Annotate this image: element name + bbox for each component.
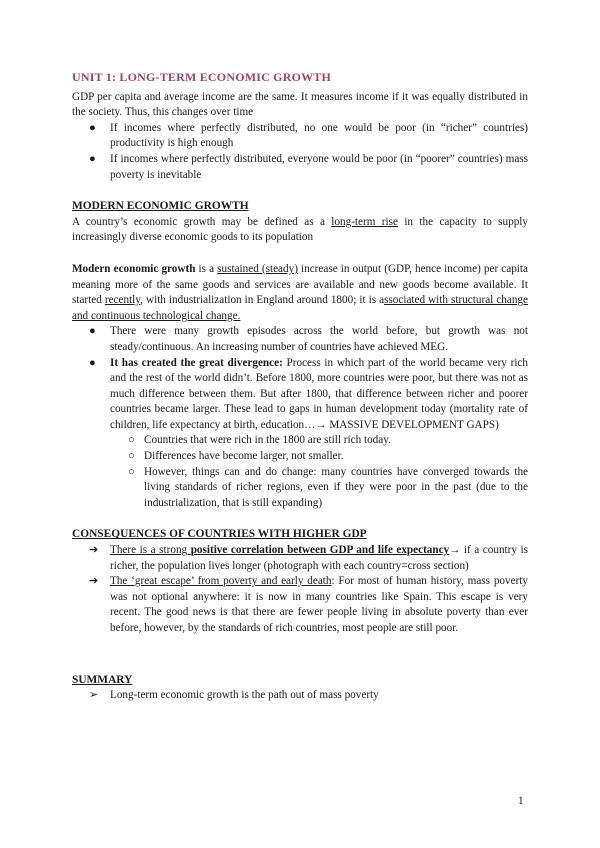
intro-bullet-list	[72, 121, 528, 183]
bullet-dot-icon: ●	[89, 152, 96, 165]
bullet-circle-icon: ○	[128, 450, 135, 463]
consequences-list	[72, 543, 528, 637]
unit-title: UNIT 1: LONG-TERM ECONOMIC GROWTH	[72, 70, 332, 84]
list-item: ➔ The ‘great escape’ from poverty and early death: For most of human history, mass poverty was not optional anywhere: it is now in many countries like Spain. This escape is very recent. The good news is that there are fewer people living in absolute poverty than ever before, however, by the standards of rich countries, most people are still poor.	[89, 575, 528, 634]
list-item: ➢ Long-term economic growth is the path out of mass poverty	[72, 688, 528, 704]
page-number: 1	[518, 795, 524, 807]
bullet-circle-icon: ○	[128, 465, 135, 478]
list-item: ○ Countries that were rich in the 1800 are still rich today.	[72, 433, 528, 449]
divergence-sub-list	[72, 433, 528, 511]
bullet-circle-icon: ○	[128, 434, 135, 447]
arrowhead-icon: ➢	[89, 689, 99, 702]
meg-paragraph: Modern economic growth is a sustained (steady) increase in output (GDP, hence income) per capita meaning more of the same goods and services are available and new goods become available. It started recently, with industrialization in England around 1800; it is associated with structural change and continuous technological change.	[72, 262, 528, 322]
list-item: ● If incomes where perfectly distributed, everyone would be poor (in “poorer” countries) mass poverty is inevitable	[89, 152, 528, 181]
list-item: ● If incomes where perfectly distributed, no one would be poor (in “richer” countries) productivity is high enough	[89, 121, 528, 150]
list-item: ➔ There is a strong positive correlation between GDP and life expectancy→ if a country is richer, the population lives longer (photograph with each country=cross section)	[89, 544, 528, 572]
meg-definition: A country’s economic growth may be defined as a long-term rise in the capacity to supply increasingly diverse economic goods to its population	[72, 215, 528, 244]
arrow-right-icon: ➔	[89, 544, 99, 557]
list-item: ○ However, things can and do change: many countries have converged towards the living standards of richer regions, even if they were poor in the past (due to the industrialization, that is still expanding)	[128, 465, 528, 509]
intro-paragraph: GDP per capita and average income are the same. It measures income if it was equally distributed in the society. Thus, this changes over time	[72, 90, 528, 119]
meg-bullet-list	[72, 324, 528, 511]
bullet-dot-icon: ●	[89, 121, 96, 134]
section-heading-meg: MODERN ECONOMIC GROWTH	[72, 200, 249, 213]
section-heading-consequences: CONSEQUENCES OF COUNTRIES WITH HIGHER GDP	[72, 528, 367, 541]
document-page	[72, 70, 528, 704]
section-heading-summary: SUMMARY	[72, 673, 133, 686]
arrow-right-icon: ➔	[89, 575, 99, 588]
list-item: ● There were many growth episodes across the world before, but growth was not steady/continuous. An increasing number of countries have achieved MEG.	[89, 325, 528, 353]
list-item: ● It has created the great divergence: Process in which part of the world became very rich and the rest of the world didn’t. Before 1800, more countries were poor, but there was not as much difference between them. But after 1800, that difference between richer and poorer countries became larger. These lead to gaps in human development today (mortality rate of children, life expectancy at birth, education…→ MASSIVE DEVELOPMENT GAPS) ○ Countries that were rich in the 1800 are still rich today. ○ Differences have become larger, not smaller. ○ However, things can and do change: many countries have converged towards the living standards of richer regions, even if they were poor in the past (due to the industrialization, that is still expanding)	[72, 356, 528, 512]
summary-list	[72, 688, 528, 704]
bullet-dot-icon: ●	[89, 356, 96, 369]
bullet-dot-icon: ●	[89, 325, 96, 338]
list-item: ○ Differences have become larger, not smaller.	[72, 449, 528, 465]
